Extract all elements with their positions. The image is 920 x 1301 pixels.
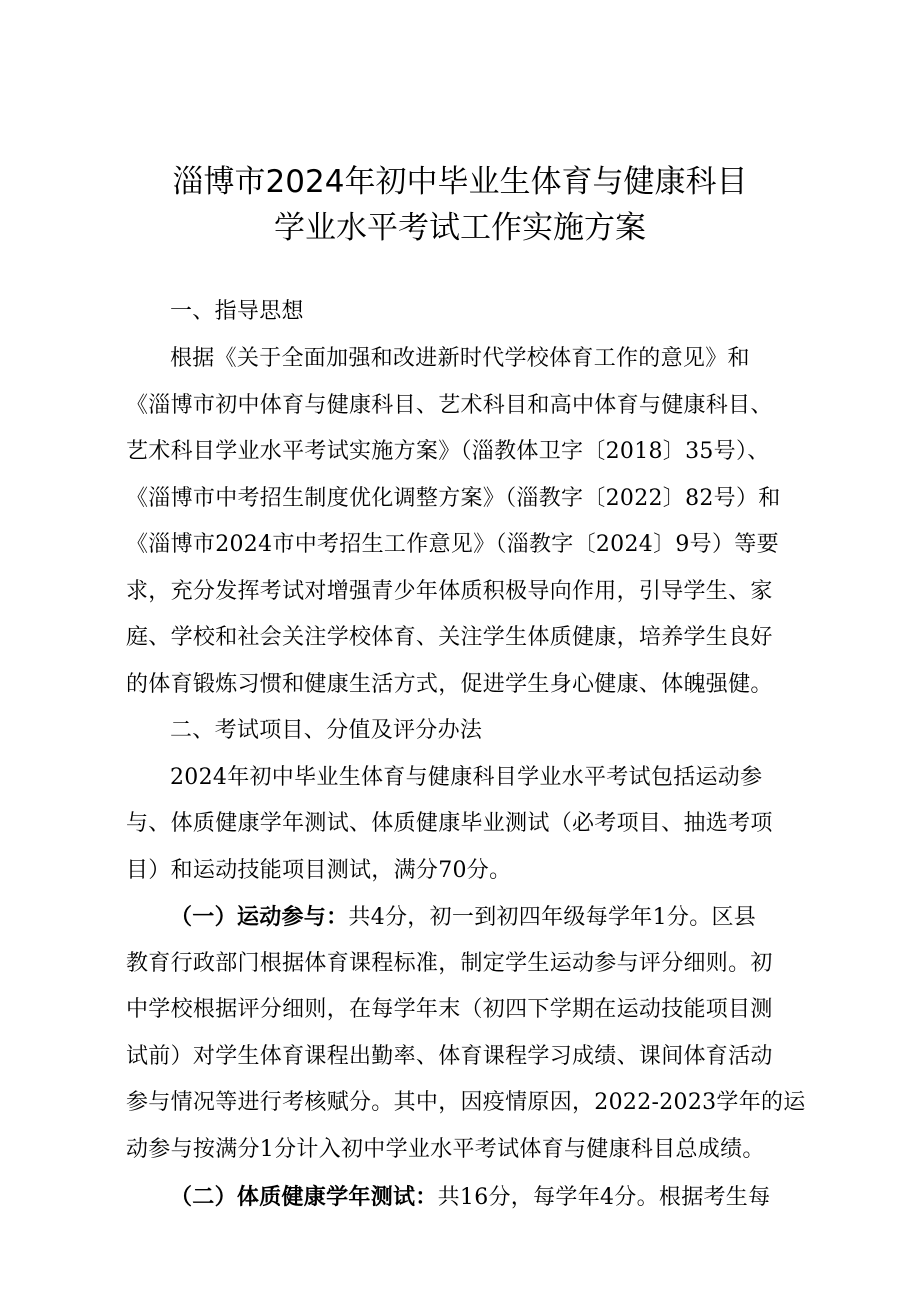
item-2-label: （二）体质健康学年测试： [170, 1184, 438, 1210]
section-1-line: 《淄博市2024市中考招生工作意见》（淄教字〔2024〕9号）等要 [126, 532, 779, 557]
section-1-line: 庭、学校和社会关注学校体育、关注学生体质健康，培养学生良好 [126, 625, 773, 650]
document-title-line-2: 学业水平考试工作实施方案 [274, 210, 646, 246]
item-1-first-line [170, 902, 756, 933]
section-2-line: 2024年初中毕业生体育与健康科目学业水平考试包括运动参 [170, 765, 763, 790]
item-1-line: 参与情况等进行考核赋分。其中，因疫情原因，2022-2023学年的运 [126, 1090, 806, 1115]
section-2-heading: 二、考试项目、分值及评分办法 [170, 718, 483, 743]
item-1-text: 共4分，初一到初四年级每学年1分。区县 [348, 905, 757, 930]
item-2-first-line [170, 1182, 770, 1213]
section-1-heading: 一、指导思想 [170, 299, 304, 324]
item-2-text: 共16分，每学年4分。根据考生每 [437, 1185, 771, 1210]
section-1-line: 《淄博市初中体育与健康科目、艺术科目和高中体育与健康科目、 [126, 393, 773, 418]
item-1-line: 试前）对学生体育课程出勤率、体育课程学习成绩、课间体育活动 [126, 1044, 773, 1069]
section-1-line: 《淄博市中考招生制度优化调整方案》（淄教字〔2022〕82号）和 [126, 486, 781, 511]
item-1-line: 中学校根据评分细则，在每学年末（初四下学期在运动技能项目测 [126, 997, 773, 1022]
item-1-label: （一）运动参与： [170, 904, 349, 930]
section-2-line: 与、体质健康学年测试、体质健康毕业测试（必考项目、抽选考项 [126, 811, 773, 836]
section-1-line: 求，充分发挥考试对增强青少年体质积极导向作用，引导学生、家 [126, 579, 773, 604]
item-1-line: 教育行政部门根据体育课程标准，制定学生运动参与评分细则。初 [126, 951, 773, 976]
section-1-line: 根据《关于全面加强和改进新时代学校体育工作的意见》和 [170, 346, 750, 371]
section-2-line: 目）和运动技能项目测试，满分70分。 [126, 858, 512, 883]
item-1-line: 动参与按满分1分计入初中学业水平考试体育与健康科目总成绩。 [126, 1137, 765, 1162]
document-title-line-1: 淄博市2024年初中毕业生体育与健康科目 [172, 164, 748, 200]
section-1-line: 艺术科目学业水平考试实施方案》（淄教体卫字〔2018〕35号）、 [126, 439, 770, 464]
section-1-line: 的体育锻炼习惯和健康生活方式，促进学生身心健康、体魄强健。 [126, 672, 773, 697]
